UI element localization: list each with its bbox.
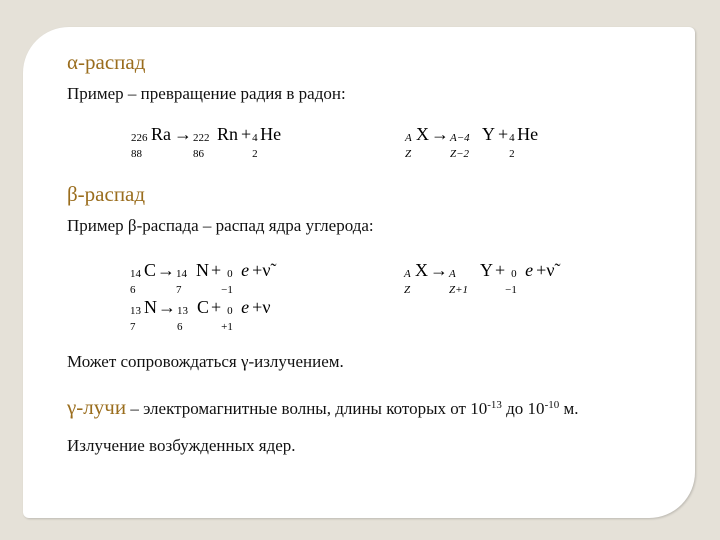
c-mass: 14 — [130, 268, 141, 280]
he-charge: 2 — [252, 148, 258, 160]
c-symbol: C — [197, 297, 210, 317]
alpha-formula-general — [405, 124, 539, 160]
beta-formula-general — [404, 260, 555, 296]
positron-symbol: e — [241, 297, 250, 317]
x-symbol: X — [415, 260, 428, 280]
plus-sign: + — [211, 260, 222, 280]
y-symbol: Y — [480, 260, 493, 280]
y-charge: Z+1 — [449, 284, 469, 296]
gamma-note-text: Может сопровождаться γ-излучением. — [67, 352, 344, 371]
electron-mass: 0 — [511, 268, 517, 280]
gamma-description-start: – электромагнитные волны, длины которых от 10 — [126, 399, 488, 418]
alpha-formula-radium — [131, 124, 282, 160]
c-charge: 6 — [177, 321, 183, 333]
c-symbol: C — [144, 260, 157, 280]
n-mass: 14 — [176, 268, 188, 280]
x-mass: A — [405, 132, 412, 144]
positron-mass: 0 — [227, 305, 233, 317]
ra-charge: 88 — [131, 148, 142, 160]
n-mass: 13 — [130, 305, 141, 317]
alpha-general-arrow: → — [431, 124, 449, 144]
alpha-arrow: → — [174, 124, 192, 144]
plus-sign: + — [498, 124, 509, 144]
electron-symbol: e — [241, 260, 250, 280]
n-symbol: N — [196, 260, 210, 280]
electron-charge: −1 — [505, 284, 517, 296]
plus-sign: + — [211, 297, 222, 317]
plus-sign: + — [241, 124, 252, 144]
he-symbol: He — [517, 124, 539, 144]
rn-symbol: Rn — [217, 124, 239, 144]
gamma-exponent-min: -13 — [487, 399, 502, 411]
beta-plus-arrow: → — [158, 297, 176, 317]
x-charge: Z — [405, 148, 412, 160]
plus-sign: + — [252, 297, 263, 317]
x-mass: A — [404, 268, 411, 280]
n-charge: 7 — [176, 284, 182, 296]
slide — [23, 27, 695, 518]
y-mass: A−4 — [450, 132, 470, 144]
plus-sign: + — [536, 260, 547, 280]
beta-heading: β-распад — [67, 182, 146, 206]
electron-mass: 0 — [227, 268, 233, 280]
plus-sign: + — [495, 260, 506, 280]
neutrino-symbol: ν — [262, 297, 271, 317]
beta-arrow: → — [157, 260, 176, 280]
gamma-source-text: Излучение возбужденных ядер. — [67, 436, 296, 455]
y-symbol: Y — [482, 124, 495, 144]
gamma-definition — [67, 395, 579, 420]
he-mass: 4 — [509, 132, 515, 144]
c-charge: 6 — [130, 284, 136, 296]
n-symbol: N — [144, 297, 157, 317]
gamma-description-end: м. — [559, 399, 579, 418]
c-mass: 13 — [177, 305, 188, 317]
positron-charge: +1 — [221, 321, 233, 333]
beta-general-arrow: → — [430, 260, 448, 280]
ra-symbol: Ra — [151, 124, 171, 144]
rn-mass: 222 — [193, 132, 210, 144]
alpha-example-text: Пример – превращение радия в радон: — [67, 84, 346, 103]
beta-example-text: Пример β-распада – распад ядра углерода: — [67, 216, 374, 235]
beta-plus-formula-nitrogen — [130, 297, 271, 333]
y-charge: Z−2 — [450, 148, 470, 160]
electron-charge: −1 — [221, 284, 233, 296]
plus-sign: + — [252, 260, 263, 280]
gamma-heading: γ-лучи — [67, 395, 127, 419]
n-charge: 7 — [130, 321, 136, 333]
gamma-description-middle: до 10 — [501, 399, 545, 418]
alpha-heading: α-распад — [67, 50, 146, 74]
beta-formula-carbon — [130, 260, 271, 296]
he-mass: 4 — [252, 132, 258, 144]
ra-mass: 226 — [131, 132, 148, 144]
antineutrino-symbol: ν̃ — [262, 260, 271, 280]
he-symbol: He — [260, 124, 282, 144]
gamma-exponent-max: -10 — [544, 399, 560, 411]
he-charge: 2 — [509, 148, 515, 160]
y-mass: A — [449, 268, 456, 280]
rn-charge: 86 — [193, 148, 204, 160]
electron-symbol: e — [525, 260, 534, 280]
antineutrino-symbol: ν̃ — [546, 260, 555, 280]
x-charge: Z — [404, 284, 411, 296]
x-symbol: X — [416, 124, 429, 144]
